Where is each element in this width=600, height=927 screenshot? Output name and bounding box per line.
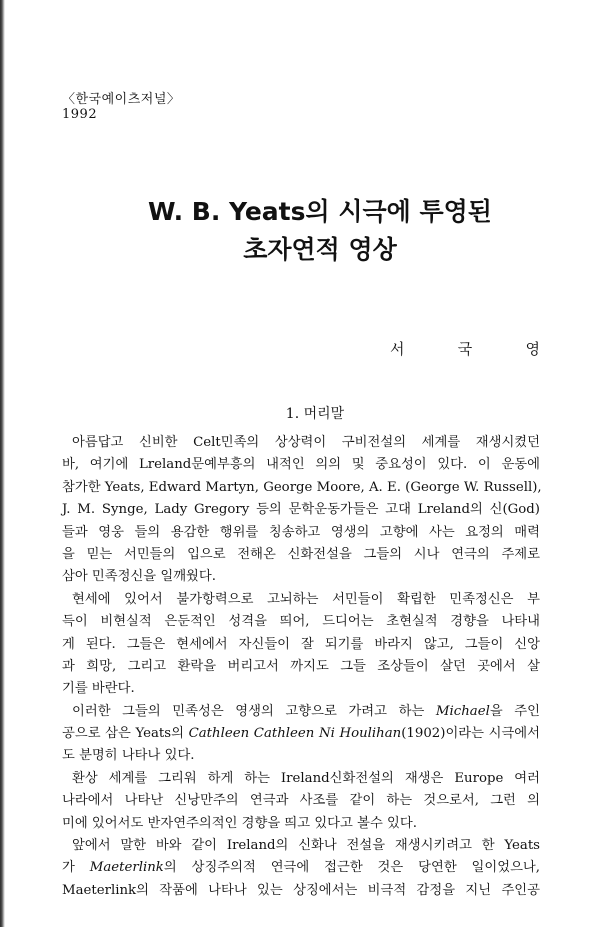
body-line: 미에 있어서도 반자연주의적인 경향을 띄고 있다고 볼수 있다.: [62, 815, 417, 831]
author-name: [390, 338, 540, 359]
italic-title: Cathleen Cathleen Ni Houlihan: [188, 726, 402, 742]
body-line: 바, 여기에 Lreland문예부흥의 내적인 의의 및 중요성이 있다. 이 운동에: [62, 457, 540, 473]
body-line: 환상 세계를 그리워 하게 하는 Ireland신화전설의 재생은 Europe 여러: [72, 770, 540, 786]
journal-name: 〈한국예이츠저널〉: [62, 92, 181, 107]
body-line: 득이 비현실적 은둔적인 성격을 띄어, 드디어는 초현실적 경향을 나타내: [62, 614, 540, 630]
journal-year: 1992: [62, 107, 98, 122]
body-line-text: 이러한 그들의 민족성은 영생의 고향으로 가려고 하는: [72, 703, 436, 719]
body-text: [62, 432, 540, 902]
body-line: [62, 857, 540, 879]
body-line: [62, 723, 540, 745]
author-char: 영: [525, 340, 540, 358]
italic-title: Michael: [435, 703, 490, 719]
body-line: 앞에서 말한 바와 같이 Ireland의 신화나 전설을 재생시키려고 한 Yeats: [72, 838, 540, 854]
body-line: 현세에 있어서 불가항력으로 고뇌하는 서민들이 확립한 민족정신은 부: [72, 591, 540, 607]
body-line: 도 분명히 나타나 있다.: [62, 748, 195, 764]
body-line-text: 의 상징주의적 연극에 접근한 것은 당연한 일이었으나,: [163, 860, 541, 876]
title-line-1: W. B. Yeats의 시극에 투영된: [148, 197, 492, 226]
body-line: 아름답고 신비한 Celt민족의 상상력이 구비전설의 세계를 재생시켰던: [72, 435, 540, 450]
italic-title: Maeterlink: [89, 860, 164, 876]
body-line: 참가한 Yeats, Edward Martyn, George Moore, A. E. (George W. Russell),: [62, 479, 542, 495]
body-line: 게 된다. 그들은 현세에서 자신들이 잘 되기를 바라지 않고, 그들이 신앙: [62, 636, 540, 652]
body-line: 을 믿는 서민들의 입으로 전해온 신화전설을 그들의 시나 연극의 주제로: [62, 546, 540, 562]
body-line-text: (1902)이라는 시극에서: [401, 726, 540, 742]
journal-header: [62, 92, 180, 122]
article-title: [0, 193, 600, 269]
section-heading: 1. 머리말: [285, 406, 345, 422]
body-line: J. M. Synge, Lady Gregory 등의 문학운동가들은 고대 Lreland의 신(God): [62, 502, 540, 518]
page-edge-shadow: [0, 0, 5, 927]
body-line: 기를 바란다.: [62, 681, 135, 697]
title-line-2: 초자연적 영상: [243, 235, 397, 264]
body-line: 삼아 민족정신을 일깨웠다.: [62, 569, 216, 585]
author-char: 서: [390, 340, 405, 358]
body-line-text: 공으로 삼은 Yeats의: [62, 726, 189, 742]
body-line-text: 가: [62, 860, 90, 876]
author-char: 국: [457, 340, 473, 358]
body-line: 나라에서 나타난 신낭만주의 연극과 사조를 같이 하는 것으로서, 그런 의: [62, 793, 540, 809]
body-line: Maeterlink의 작품에 나타나 있는 상징에서는 비극적 감정을 지닌 주인공: [62, 882, 540, 898]
body-line: 들과 영웅 들의 용감한 행위를 칭송하고 영생의 고향에 사는 요정의 매력: [62, 524, 540, 540]
body-line: [62, 701, 540, 723]
body-line: 과 희망, 그리고 환락을 버리고서 까지도 그들 조상들이 살던 곳에서 살: [62, 658, 540, 674]
body-line-text: 을 주인: [489, 703, 540, 719]
